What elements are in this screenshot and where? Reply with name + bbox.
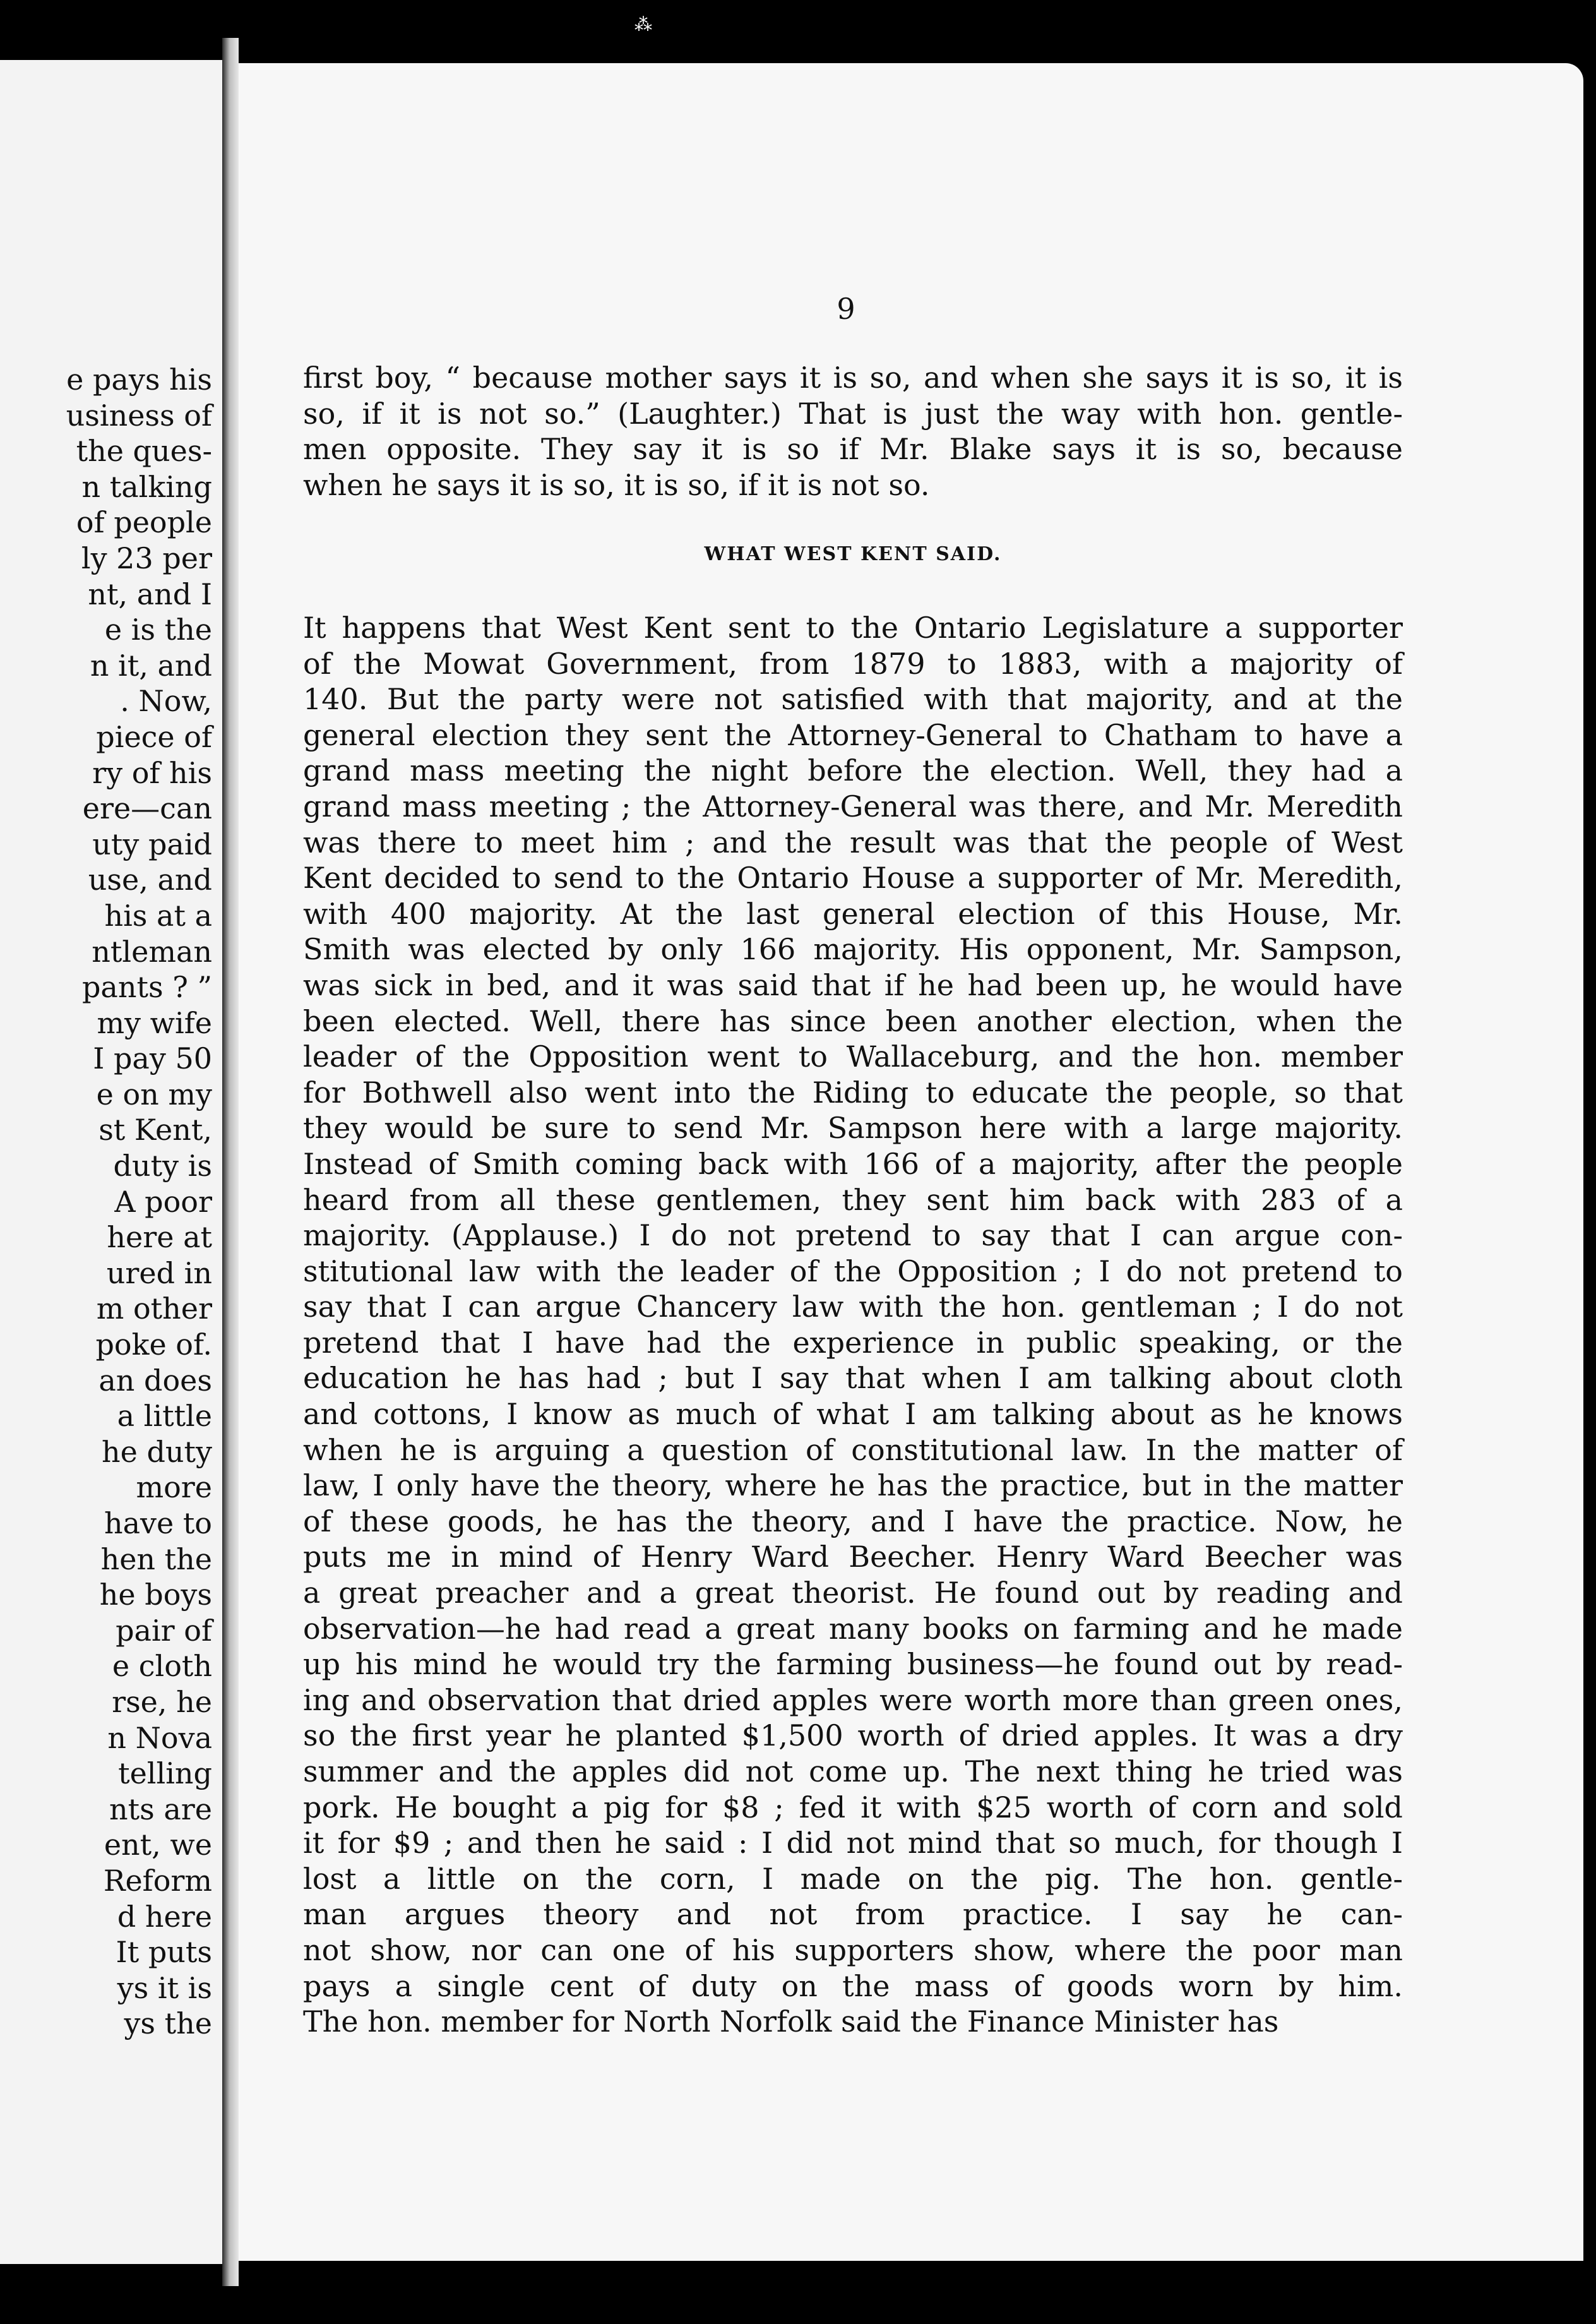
left-page-line-fragment: poke of. xyxy=(95,1327,212,1362)
left-page-line-fragment: of people xyxy=(76,505,212,540)
body-line: when he is arguing a question of constitutional law. In the matter of xyxy=(303,1432,1403,1467)
left-page-line-fragment: piece of xyxy=(96,719,212,754)
intro-line: so, if it is not so.” (Laughter.) That is just the way with hon. gentle- xyxy=(303,396,1403,431)
left-page-line-fragment: ere—can xyxy=(82,791,212,826)
left-page-line-fragment: duty is xyxy=(113,1149,212,1183)
left-page-line-fragment: pair of xyxy=(116,1613,212,1648)
body-line: of the Mowat Government, from 1879 to 1883, with a majority of xyxy=(303,646,1403,681)
body-line: heard from all these gentlemen, they sent him back with 283 of a xyxy=(303,1182,1403,1217)
left-page-line-fragment: telling xyxy=(118,1756,212,1791)
body-line: Kent decided to send to the Ontario House a supporter of Mr. Meredith, xyxy=(303,861,1403,895)
body-line: for Bothwell also went into the Riding to educate the people, so that xyxy=(303,1075,1403,1110)
left-page-text xyxy=(4,362,212,2042)
body-line: summer and the apples did not come up. The next thing he tried was xyxy=(303,1754,1403,1788)
intro-line: men opposite. They say it is so if Mr. Blake says it is so, because xyxy=(303,432,1403,467)
body-line: leader of the Opposition went to Wallaceburg, and the hon. member xyxy=(303,1039,1403,1074)
left-page-line-fragment: ent, we xyxy=(104,1828,212,1862)
left-page-line-fragment: rse, he xyxy=(112,1684,212,1719)
page-number: 9 xyxy=(837,292,855,326)
left-page-line-fragment: ys it is xyxy=(117,1970,212,2005)
book-gutter xyxy=(222,38,239,2286)
left-page-line-fragment: e on my xyxy=(96,1077,212,1111)
body-line: a great preacher and a great theorist. He found out by reading and xyxy=(303,1576,1403,1610)
intro-line: first boy, “ because mother says it is so, and when she says it is so, it is xyxy=(303,361,1403,395)
left-page-line-fragment: ys the xyxy=(124,2006,212,2041)
body-line: say that I can argue Chancery law with the hon. gentleman ; I do not xyxy=(303,1290,1403,1324)
body-line: so the first year he planted $1,500 worth of dried apples. It was a dry xyxy=(303,1718,1403,1753)
body-line: man argues theory and not from practice. I say he can- xyxy=(303,1897,1403,1932)
left-page-line-fragment: n it, and xyxy=(90,648,212,683)
body-line: Instead of Smith coming back with 166 of a majority, after the people xyxy=(303,1146,1403,1181)
left-page-line-fragment: A poor xyxy=(114,1184,212,1219)
left-page-line-fragment: ntleman xyxy=(92,934,212,969)
left-page-line-fragment: he boys xyxy=(99,1578,212,1612)
left-page-line-fragment: uty paid xyxy=(92,827,212,861)
body-line: it for $9 ; and then he said : I did not mind that so much, for though I xyxy=(303,1826,1403,1860)
body-line: pays a single cent of duty on the mass of goods worn by him. xyxy=(303,1968,1403,2003)
body-line: It happens that West Kent sent to the Ontario Legislature a supporter xyxy=(303,611,1403,645)
intro-line: when he says it is so, it is so, if it is not so. xyxy=(303,467,930,502)
body-line: ing and observation that dried apples were worth more than green ones, xyxy=(303,1682,1403,1717)
left-page-line-fragment: n talking xyxy=(81,469,212,504)
left-page-line-fragment: a little xyxy=(117,1399,212,1434)
body-line: observation—he had read a great many books on farming and he made xyxy=(303,1611,1403,1646)
body-line: stitutional law with the leader of the Opposition ; I do not pretend to xyxy=(303,1254,1403,1288)
left-page-line-fragment: I pay 50 xyxy=(93,1041,212,1076)
body-line: with 400 majority. At the last general election of this House, Mr. xyxy=(303,896,1403,931)
left-page-line-fragment: ly 23 per xyxy=(81,541,212,575)
left-page-line-fragment: ry of his xyxy=(92,755,212,790)
left-page-line-fragment: n Nova xyxy=(107,1720,212,1755)
body-line: not show, nor can one of his supporters show, where the poor man xyxy=(303,1932,1403,1967)
left-page-line-fragment: nts are xyxy=(109,1792,212,1826)
left-page-line-fragment: pants ? ” xyxy=(81,970,212,1005)
left-page-line-fragment: hen the xyxy=(100,1542,212,1576)
body-paragraph xyxy=(303,610,1403,2040)
body-line: lost a little on the corn, I made on the pig. The hon. gentle- xyxy=(303,1861,1403,1896)
body-line: and cottons, I know as much of what I am talking about as he knows xyxy=(303,1397,1403,1432)
left-page-strip xyxy=(0,60,222,2264)
left-page-line-fragment: more xyxy=(136,1470,212,1505)
body-line: grand mass meeting the night before the election. Well, they had a xyxy=(303,753,1403,788)
body-line: was sick in bed, and it was said that if he had been up, he would have xyxy=(303,967,1403,1002)
body-line: pretend that I have had the experience in public speaking, or the xyxy=(303,1325,1403,1360)
body-line: been elected. Well, there has since been another election, when the xyxy=(303,1003,1403,1038)
main-page xyxy=(239,63,1583,2261)
left-page-line-fragment: st Kent, xyxy=(98,1113,212,1147)
intro-paragraph xyxy=(303,360,1403,503)
body-line: grand mass meeting ; the Attorney-General was there, and Mr. Meredith xyxy=(303,789,1403,824)
left-page-line-fragment: my wife xyxy=(97,1005,212,1040)
body-line: they would be sure to send Mr. Sampson here with a large majority. xyxy=(303,1111,1403,1146)
body-line: was there to meet him ; and the result was that the people of West xyxy=(303,825,1403,860)
left-page-line-fragment: an does xyxy=(98,1363,212,1398)
left-page-line-fragment: . Now, xyxy=(120,684,212,719)
body-line: general election they sent the Attorney-General to Chatham to have a xyxy=(303,717,1403,752)
body-line: Smith was elected by only 166 majority. His opponent, Mr. Sampson, xyxy=(303,932,1403,967)
body-line: of these goods, he has the theory, and I have the practice. Now, he xyxy=(303,1504,1403,1538)
body-line: The hon. member for North Norfolk said the Finance Minister has xyxy=(303,2004,1279,2039)
left-page-line-fragment: e pays his xyxy=(66,362,212,397)
body-line: puts me in mind of Henry Ward Beecher. Henry Ward Beecher was xyxy=(303,1540,1403,1574)
left-page-line-fragment: nt, and I xyxy=(88,577,212,611)
left-page-line-fragment: It puts xyxy=(116,1935,212,1970)
scan-artifact-mark: ⁂ xyxy=(634,14,652,35)
left-page-line-fragment: use, and xyxy=(88,863,212,897)
body-line: pork. He bought a pig for $8 ; fed it with $25 worth of corn and sold xyxy=(303,1790,1403,1824)
body-line: majority. (Applause.) I do not pretend to say that I can argue con- xyxy=(303,1218,1403,1253)
left-page-line-fragment: usiness of xyxy=(66,398,212,433)
left-page-line-fragment: ured in xyxy=(106,1255,212,1290)
left-page-line-fragment: here at xyxy=(107,1220,212,1255)
body-line: up his mind he would try the farming business—he found out by read- xyxy=(303,1647,1403,1682)
left-page-line-fragment: e is the xyxy=(104,613,212,647)
left-page-line-fragment: he duty xyxy=(101,1434,212,1469)
left-page-line-fragment: Reform xyxy=(103,1863,212,1898)
left-page-line-fragment: the ques- xyxy=(76,434,212,469)
left-page-line-fragment: m other xyxy=(96,1291,212,1326)
body-line: 140. But the party were not satisfied with that majority, and at the xyxy=(303,682,1403,717)
left-page-line-fragment: his at a xyxy=(104,898,212,933)
left-page-line-fragment: d here xyxy=(117,1899,212,1934)
left-page-line-fragment: have to xyxy=(104,1506,212,1540)
body-line: law, I only have the theory, where he has the practice, but in the matter xyxy=(303,1468,1403,1503)
body-line: education he has had ; but I say that when I am talking about cloth xyxy=(303,1361,1403,1396)
left-page-line-fragment: e cloth xyxy=(112,1649,212,1684)
section-heading: WHAT WEST KENT SAID. xyxy=(704,543,1002,565)
